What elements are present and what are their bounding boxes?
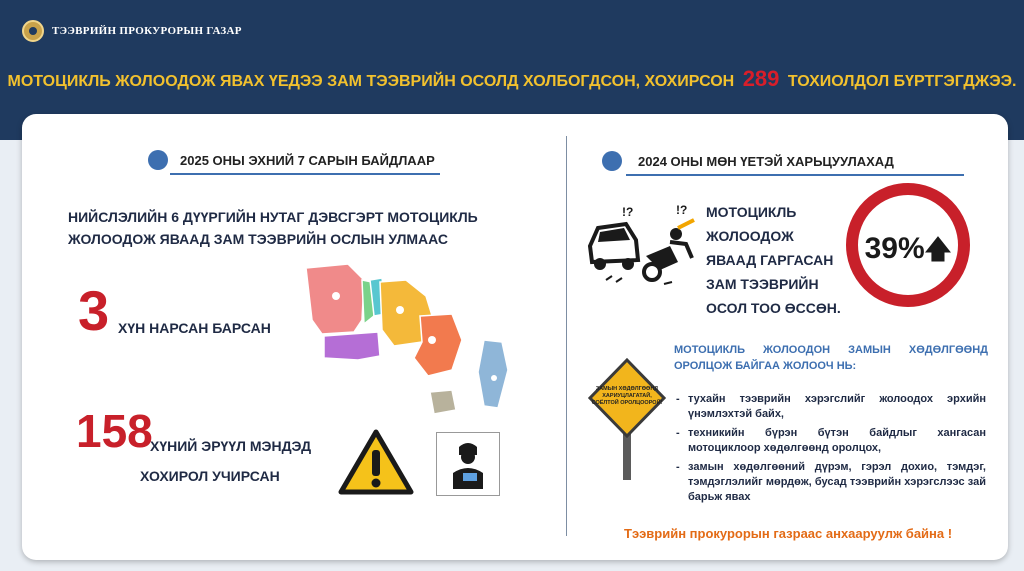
injured-label-2: ХОХИРОЛ УЧИРСАН (140, 468, 280, 484)
injured-value: 158 (76, 405, 153, 457)
accident-icon (582, 200, 700, 290)
emblem-icon (22, 20, 44, 42)
rule-item: - замын хөдөлгөөний дүрэм, гэрэл дохио, тэмдэг, тэмдэглэлийг мөрдөж, бусад тээврийн хэрэгслээс зай барьж явах (676, 460, 986, 505)
rule-item: - тухайн тээврийн хэрэгслийг жолоодох эрхийн үнэмлэхтэй байх, (676, 392, 986, 422)
section-bullet-right (602, 151, 622, 171)
rules-list (676, 392, 986, 509)
increase-text: МОТОЦИКЛЬ ЖОЛООДОЖ ЯВААД ГАРГАСАН ЗАМ ТЭЭВРИЙН ОСОЛ ТОО ӨССӨН. (706, 204, 841, 316)
headline-text-post: ТОХИОЛДОЛ БҮРТГЭГДЖЭЭ. (787, 73, 1017, 90)
intro-text: НИЙСЛЭЛИЙН 6 ДҮҮРГИЙН НУТАГ ДЭВСГЭРТ МОТОЦИКЛЬ ЖОЛООДОЖ ЯВААД ЗАМ ТЭЭВРИЙН ОСЛЫН УЛМААС (68, 209, 478, 247)
road-sign-icon (588, 358, 666, 482)
warning-icon (338, 428, 414, 496)
increase-percent-row (858, 231, 958, 275)
headline-text-pre: МОТОЦИКЛЬ ЖОЛООДОЖ ЯВАХ ҮЕДЭЭ ЗАМ ТЭЭВРИЙН ОСОЛД ХОЛБОГДСОН, ХОХИРСОН (7, 73, 735, 90)
headline (0, 66, 1024, 92)
increase-badge (846, 183, 970, 307)
deaths-label: ХҮН НАРСАН БАРСАН (118, 320, 271, 336)
drivers-title: МОТОЦИКЛЬ ЖОЛООДОН ЗАМЫН ХӨДӨЛГӨӨНД ОРОЛЦОЖ БАЙГАА ЖОЛООЧ НЬ: (674, 344, 988, 372)
column-divider (566, 136, 567, 536)
headline-number: 289 (742, 66, 780, 91)
section-title-right: 2024 ОНЫ МӨН ҮЕТЭЙ ХАРЬЦУУЛАХАД (638, 154, 894, 169)
svg-text:!?: !? (622, 205, 634, 219)
injured-label-1: ХҮНИЙ ЭРҮҮЛ МЭНДЭД (150, 438, 312, 454)
section-underline-right (626, 174, 964, 176)
section-bullet-left (148, 150, 168, 170)
district-map (302, 260, 528, 420)
rule-item: - техникийн бүрэн бүтэн байдлыг хангасан мотоциклоор хөдөлгөөнд оролцох, (676, 426, 986, 456)
org-name: ТЭЭВРИЙН ПРОКУРОРЫН ГАЗАР (52, 25, 242, 37)
increase-percent: 39% (864, 232, 925, 265)
up-arrow-icon: 🡅 (924, 234, 952, 264)
section-underline-left (170, 173, 440, 175)
svg-text:!?: !? (676, 203, 688, 217)
section-title-left: 2025 ОНЫ ЭХНИЙ 7 САРЫН БАЙДЛААР (180, 153, 435, 168)
injured-person-icon (436, 432, 500, 496)
footer-warning: Тээврийн прокурорын газраас анхааруулж байна ! (624, 526, 953, 541)
road-sign-text: ЗАМЫН ХӨДӨЛГӨӨНД ХАРИУЦЛАГАТАЙ, СОЁЛТОЙ ОРОЛЦООРОЙ! (591, 386, 663, 406)
deaths-value: 3 (78, 279, 110, 342)
